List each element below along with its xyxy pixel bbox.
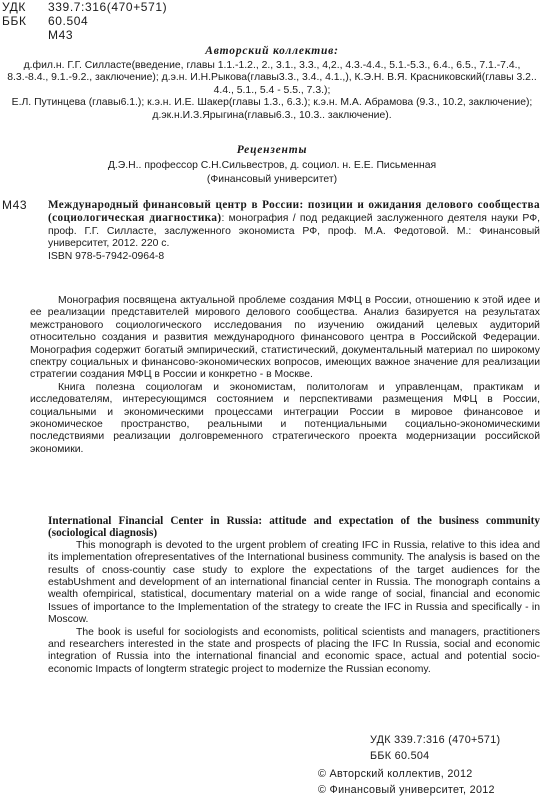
authors-heading: Авторский коллектив: <box>205 45 339 57</box>
abstract-en-paragraph-2: The book is useful for sociologists and economists, political scientists and managers, practitioners and researchers interested in the state and prospects of placing the IFC In Russia, social and economic integration of Russia into the international financial and economic space, actual and potential socio-economic Impacts of longterm strategic project to modernize the Russian economy. <box>48 626 540 675</box>
abstract-en-paragraph-1: This monograph is devoted to the urgent problem of creating IFC in Russia, relative to this idea and its implementation ofrepresentatives of the International business community. The analysis is based on the results of cnoss-countiy case study to explore the expectations of the target audiences for the estabUshment and development of an international financial center in Russia. The monograph contains a wealth ofempirical, statistical, documentary material on a wide range of social, financial and economic Issues of importance to the Implementation of the strategy to create the IFC in Russia and specifically - in Moscow. <box>48 539 540 626</box>
footer-udk: УДК 339.7:316 (470+571) <box>370 734 501 746</box>
bbk-label: ББК <box>2 14 27 28</box>
reviewers-line-2: (Финансовый университет) <box>206 174 338 185</box>
udk-label: УДК <box>2 0 27 14</box>
book-details: : монография / под редакцией заслуженного деятеля науки РФ, проф. Г.Г. Силласте, заслуженного экономиста РФ, проф. М.А. Федотовой. М.: Финансовый университет, 2012. 220 с. <box>48 213 540 250</box>
author-mark-code: М43 <box>48 28 74 42</box>
abstract-en <box>48 515 540 676</box>
abstract-ru-paragraph-2: Книга полезна социологам и экономистам, политологам и управленцам, практикам и исследователям, интересующимся состоянием и перспективами размещения МФЦ в России, социальными и экономическими процессами интеграции России в мировое финансовое и экономическое пространство, реальными и потенциальными социально-экономическими последствиями реализации долговременного стратегического проекта модернизации российской экономики. <box>30 381 540 455</box>
authors-line-2: Е.Л. Путинцева (главы6.1.); к.э.н. И.Е. Шакер(главы 1.3., 6.3.); к.э.н. М.А. Абрамова (9.3., 10.2, заключение); д.эк.н.И.З.Ярыгина(главы6.3., 10.3.. заключение). <box>11 97 533 121</box>
catalog-entry <box>48 199 540 263</box>
copyright-university: © Финансовый университет, 2012 <box>318 784 495 796</box>
book-title: Международный финансовый центр в России: позиции и ожидания делового сообщества (социологическая диагностика) <box>48 199 540 225</box>
reviewers-heading: Рецензенты <box>236 144 308 156</box>
abstract-ru-paragraph-1: Монография посвящена актуальной проблеме создания МФЦ в России, отношению к этой идее и ее реализации представителей мирового делового сообщества. Анализ базируется на результатах межстранового социологического исследования по изучению ожиданий целевых аудиторий относительно создания и развития международного финансового центра в Российской Федерации. Монография содержит богатый эмпирический, статистический, документальный материал по широкому спектру социальных и финансово-экономических вопросов, имеющих важное значение для реализации стратегии создания МФЦ в России и конкретно - в Москве. <box>30 295 540 381</box>
abstract-en-title: International Financial Center in Russia: attitude and expectation of the business community (sociological diagnosis) <box>48 515 540 540</box>
isbn: ISBN 978-5-7942-0964-8 <box>48 250 165 262</box>
udk-value: 339.7:316(470+571) <box>48 0 168 14</box>
footer-bbk: ББК 60.504 <box>370 750 430 762</box>
copyright-authors: © Авторский коллектив, 2012 <box>318 768 473 780</box>
abstract-ru <box>30 295 540 456</box>
authors-list <box>2 60 542 122</box>
bbk-value: 60.504 <box>48 14 89 28</box>
catalog-code: М43 <box>2 198 28 212</box>
authors-line-1: д.фил.н. Г.Г. Силласте(введение, главы 1.1.-1.2., 2., 3.1., 3.3., 4,2., 4.3.-4.4., 5.1.-5.3., 6.4., 6.5., 7.1.-7.4., 8.3.-8.4., 9.1.-9.2., заключение); д.э.н. И.Н.Рыкова(главы3.3., 3.4., 4.1.,), К.Э.Н. В.Я. Красниковский(главы 3.2.. 4.4., 5.1., 5.4 - 5.5., 7.3.); <box>7 60 537 96</box>
reviewers-line-1: Д.Э.Н.. профессор С.Н.Сильвестров, д. социол. н. Е.Е. Письменная <box>107 160 437 171</box>
